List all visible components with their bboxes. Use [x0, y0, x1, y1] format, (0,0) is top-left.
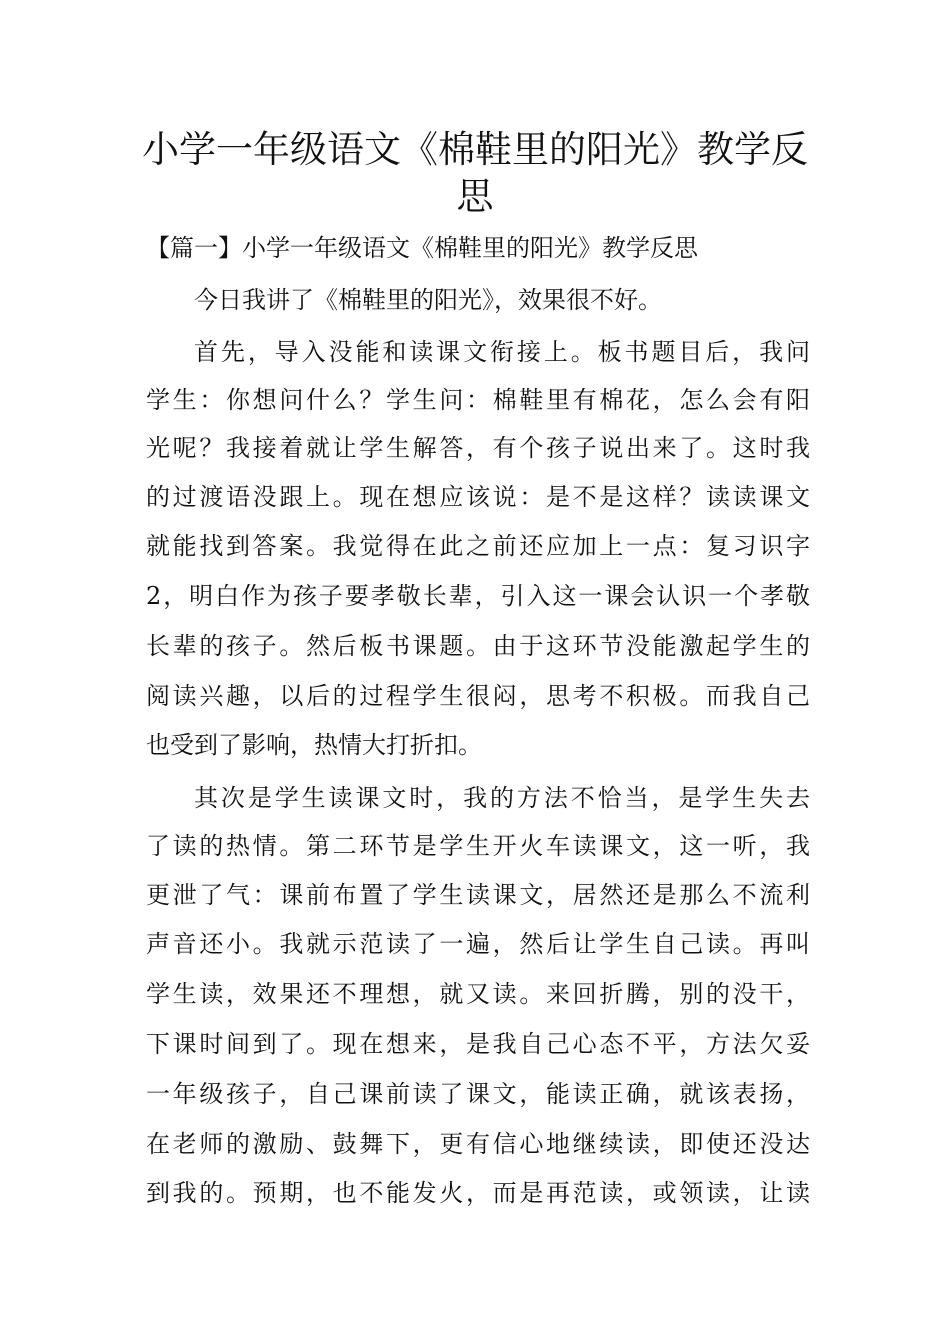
- paragraph-2-line-9: 也受到了影响，热情大打折扣。: [146, 731, 482, 759]
- paragraph-3-line-6: 下课时间到了。现在想来，是我自己心态不平，方法欠妥: [146, 1030, 810, 1058]
- paragraph-3-line-8: 在老师的激励、鼓舞下，更有信心地继续读，即使还没达: [146, 1130, 810, 1158]
- paragraph-2-line-8: 阅读兴趣，以后的过程学生很闷，思考不积极。而我自己: [146, 682, 810, 710]
- paragraph-3-line-9: 到我的。预期，也不能发火，而是再范读，或领读，让读: [146, 1179, 810, 1207]
- paragraph-2-line-2: 学生：你想问什么？学生问：棉鞋里有棉花，怎么会有阳: [146, 386, 810, 414]
- paragraph-2-line-6: 2，明白作为孩子要孝敬长辈，引入这一课会认识一个孝敬: [146, 582, 810, 610]
- paragraph-3-line-3: 更泄了气：课前布置了学生读课文，居然还是那么不流利: [146, 881, 810, 909]
- paragraph-1-line-1: 今日我讲了《棉鞋里的阳光》，效果很不好。: [194, 286, 662, 314]
- paragraph-2-line-1: 首先，导入没能和读课文衔接上。板书题目后，我问: [194, 338, 810, 366]
- paragraph-2-line-7: 长辈的孩子。然后板书课题。由于这环节没能激起学生的: [146, 632, 810, 660]
- paragraph-3-line-5: 学生读，效果还不理想，就又读。来回折腾，别的没干，: [146, 980, 810, 1008]
- paragraph-2-line-3: 光呢？我接着就让学生解答，有个孩子说出来了。这时我: [146, 434, 810, 462]
- document-title-line-2: 思: [456, 175, 494, 218]
- document-title-line-1: 小学一年级语文《棉鞋里的阳光》教学反: [142, 128, 808, 171]
- paragraph-3-line-7: 一年级孩子，自己课前读了课文，能读正确，就该表扬，: [146, 1080, 810, 1108]
- paragraph-3-line-4: 声音还小。我就示范读了一遍，然后让学生自己读。再叫: [146, 930, 810, 958]
- paragraph-3-line-2: 了读的热情。第二环节是学生开火车读课文，这一听，我: [146, 832, 810, 860]
- paragraph-2-line-4: 的过渡语没跟上。现在想应该说：是不是这样？读读课文: [146, 483, 810, 511]
- section-heading: 【篇一】小学一年级语文《棉鞋里的阳光》教学反思: [146, 234, 698, 262]
- paragraph-3-line-1: 其次是学生读课文时，我的方法不恰当，是学生失去: [194, 784, 810, 812]
- paragraph-2-line-5: 就能找到答案。我觉得在此之前还应加上一点：复习识字: [146, 532, 810, 560]
